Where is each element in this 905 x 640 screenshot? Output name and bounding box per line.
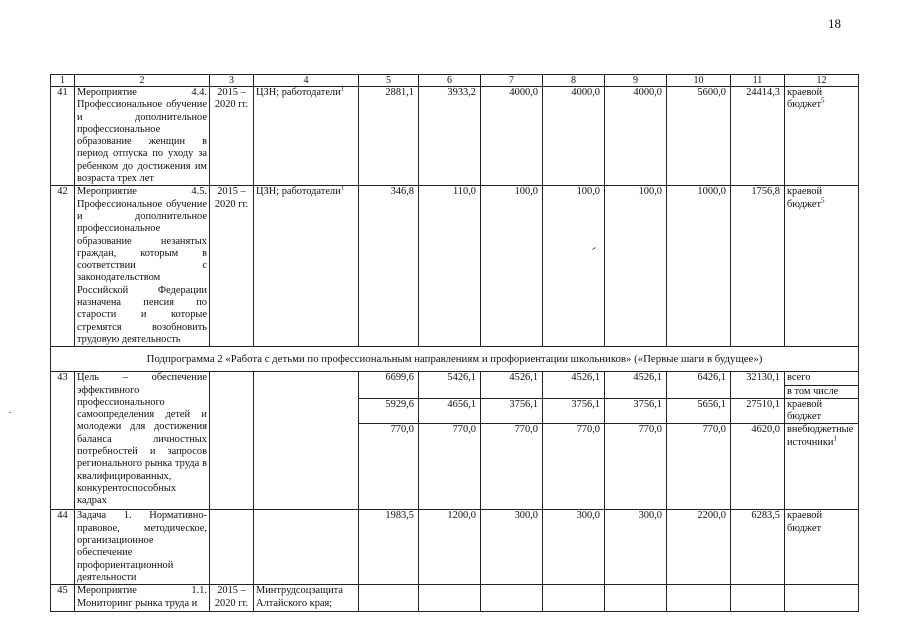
header-col-12: 12 [785,75,859,87]
extrabudget-2020: 770,0 [667,424,731,510]
total-2015: 6699,6 [359,372,419,385]
extrabudget-2017: 770,0 [481,424,543,510]
funding-source-total: всего [785,372,859,385]
program-table-sheet [50,74,858,612]
header-col-2: 2 [75,75,210,87]
incl-2015 [359,385,419,398]
measure-executor [254,186,359,347]
table-row [51,87,859,186]
measure-name: Мероприятие 4.4. Профессиональное обучение и дополнительное профессиональное образование женщин в период отпуска по уходу за ребенком до достижения им возраста трех лет [75,87,210,186]
source-footnote: 5 [821,96,825,105]
value-2015: 1983,5 [359,510,419,585]
incl-2016 [419,385,481,398]
row-number: 42 [51,186,75,347]
value-2018 [543,585,605,612]
value-2019: 300,0 [605,510,667,585]
header-col-6: 6 [419,75,481,87]
incl-2017 [481,385,543,398]
value-2017: 100,0 [481,186,543,347]
row-number: 41 [51,87,75,186]
total-2017: 4526,1 [481,372,543,385]
total-2016: 5426,1 [419,372,481,385]
goal-name: Цель – обеспечение эффективного профессионального самоопределения детей и молодежи для достижения баланса личностных потребностей и запросов регионального рынка труда в квалифицированных, конкурентоспособных кадрах [75,372,210,510]
goal-executor [254,372,359,510]
regional-2016: 4656,1 [419,398,481,424]
header-col-7: 7 [481,75,543,87]
measure-term: 2015 – 2020 гг. [210,585,254,612]
measure-executor [254,87,359,186]
value-2019 [605,585,667,612]
table-row [51,186,859,347]
executor-text: ЦЗН; работодатели [256,87,341,98]
table-row [51,510,859,585]
measure-term: 2015 – 2020 гг. [210,186,254,347]
extrabudget-2016: 770,0 [419,424,481,510]
header-col-10: 10 [667,75,731,87]
source-text: краевой бюджет [787,186,823,210]
funding-source [785,585,859,612]
extrabudget-2019: 770,0 [605,424,667,510]
incl-2019 [605,385,667,398]
table-row [51,585,859,612]
row-number: 43 [51,372,75,510]
executor-footnote: 1 [340,185,345,192]
value-total: 1756,8 [731,186,785,347]
regional-2020: 5656,1 [667,398,731,424]
measure-executor: Минтрудсоцзащита Алтайского края; [254,585,359,612]
value-2015: 2881,1 [359,87,419,186]
measure-name: Мероприятие 1.1. Мониторинг рынка труда и [75,585,210,612]
funding-source-extrabudget [785,424,859,510]
extrabudget-2015: 770,0 [359,424,419,510]
value-2020: 1000,0 [667,186,731,347]
total-sum: 32130,1 [731,372,785,385]
header-col-1: 1 [51,75,75,87]
regional-2018: 3756,1 [543,398,605,424]
value-2016: 1200,0 [419,510,481,585]
value-2017: 300,0 [481,510,543,585]
value-2018: 4000,0 [543,87,605,186]
regional-sum: 27510,1 [731,398,785,424]
executor-text: ЦЗН; работодатели [256,186,341,198]
incl-2018 [543,385,605,398]
header-col-3: 3 [210,75,254,87]
incl-2020 [667,385,731,398]
column-number-header [51,75,859,87]
header-col-8: 8 [543,75,605,87]
goal-term [210,372,254,510]
header-col-4: 4 [254,75,359,87]
value-2016: 3933,2 [419,87,481,186]
value-2020: 2200,0 [667,510,731,585]
value-2017 [481,585,543,612]
task-executor [254,510,359,585]
regional-2015: 5929,6 [359,398,419,424]
scan-speck [9,412,11,413]
funding-source: краевой бюджет [785,510,859,585]
program-measures-table [50,74,859,612]
incl-sum [731,385,785,398]
value-2020 [667,585,731,612]
funding-source [785,87,859,186]
value-2019: 100,0 [605,186,667,347]
value-2017: 4000,0 [481,87,543,186]
subprogram-title: Подпрограмма 2 «Работа с детьми по профессиональным направлениям и профориентации школьников» («Первые шаги в будущее») [51,347,859,372]
value-2015 [359,585,419,612]
value-total: 24414,3 [731,87,785,186]
total-2020: 6426,1 [667,372,731,385]
source-footnote: 5 [821,196,825,205]
value-2015: 346,8 [359,186,419,347]
header-col-9: 9 [605,75,667,87]
source-footnote: 1 [833,434,837,443]
header-col-11: 11 [731,75,785,87]
value-2020: 5600,0 [667,87,731,186]
value-total: 6283,5 [731,510,785,585]
task-term [210,510,254,585]
executor-footnote: 1 [340,86,345,93]
value-2018: 100,0 [543,186,605,347]
value-total [731,585,785,612]
row-number: 44 [51,510,75,585]
header-col-5: 5 [359,75,419,87]
value-2019: 4000,0 [605,87,667,186]
regional-2017: 3756,1 [481,398,543,424]
extrabudget-sum: 4620,0 [731,424,785,510]
value-2016: 110,0 [419,186,481,347]
row-number: 45 [51,585,75,612]
source-text: краевой бюджет [787,87,823,111]
funding-source [785,186,859,347]
page-number: 18 [828,16,841,31]
source-text: внебюджетные источники [787,424,854,448]
subprogram-row [51,347,859,372]
measure-name: Мероприятие 4.5. Профессиональное обучение и дополнительное профессиональное образование незанятых граждан, которым в соответствии с законодательством Российской Федерации назначена пенсия по старости и которые стремятся возобновить трудовую деятельность [75,186,210,347]
extrabudget-2018: 770,0 [543,424,605,510]
total-2019: 4526,1 [605,372,667,385]
funding-source-including: в том числе [785,385,859,398]
value-2016 [419,585,481,612]
measure-term: 2015 – 2020 гг. [210,87,254,186]
task-name: Задача 1. Нормативно-правовое, методическое, организационное обеспечение профориентационной деятельности [75,510,210,585]
table-row [51,372,859,385]
value-2018: 300,0 [543,510,605,585]
regional-2019: 3756,1 [605,398,667,424]
funding-source-regional: краевой бюджет [785,398,859,424]
total-2018: 4526,1 [543,372,605,385]
